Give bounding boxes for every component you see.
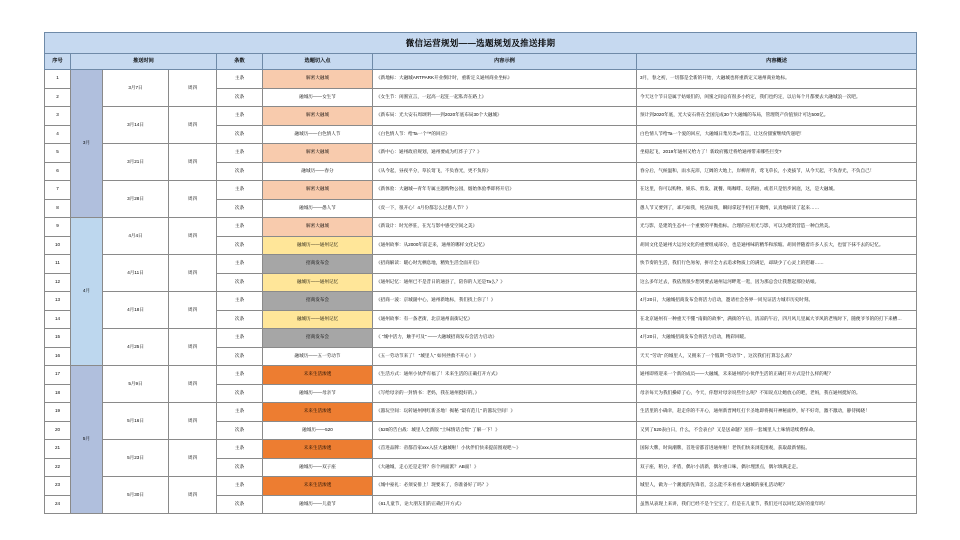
cell-topic-angle: 融城历——通州记忆 xyxy=(263,273,373,292)
cell-topic-angle: 招商发布会 xyxy=(263,255,373,274)
cell-index: 5 xyxy=(45,144,71,163)
cell-article-slot: 次条 xyxy=(217,162,263,181)
cell-topic-angle: 融城历——通州记忆 xyxy=(263,310,373,329)
cell-content-summary: 在北京通州有一种重天不懂 "南街的故事"，满街的午后，清凉的午后，四月风儿里属大爷风的老残时下，随便爷爷的的打下来槽… xyxy=(637,310,917,329)
cell-weekday: 周四 xyxy=(169,292,217,329)
cell-content-example: 《生活方式：通州小伙伴有福了！未来生活的正确打开方式》 xyxy=(373,366,637,385)
cell-index: 17 xyxy=(45,366,71,385)
cell-content-summary: 国际大牌，时尚潮牌，首进帝都首进通州啦！老铁们快来浏览围观，获取最新情报。 xyxy=(637,440,917,459)
table-row xyxy=(45,255,917,274)
table-row xyxy=(45,144,917,163)
cell-content-summary: 今天这个节日是属于姑娘们的，闺蜜之间总有很多小约定，我们也约定，以后每个月都要去大融城浪一次吧。 xyxy=(637,88,917,107)
cell-article-slot: 次条 xyxy=(217,384,263,403)
cell-article-slot: 次条 xyxy=(217,347,263,366)
cell-push-date: 4月18日 xyxy=(103,292,169,329)
table-row xyxy=(45,477,917,496)
table-row xyxy=(45,181,917,200)
table-row xyxy=(45,70,917,89)
cell-content-summary: 通州即将迎来一个新的成员——大融城，未来通州的小伙伴生活的正确打开方式是什么样的呢？ xyxy=(637,366,917,385)
cell-content-example: 《新布局：光大安石周颂明——到2020年底布局30个大融城》 xyxy=(373,107,637,126)
cell-content-example: 《61儿童节，论大朋友们的正确打开方式》 xyxy=(373,495,637,514)
cell-topic-angle: 招商发布会 xyxy=(263,329,373,348)
cell-push-date: 4月25日 xyxy=(103,329,169,366)
cell-index: 15 xyxy=(45,329,71,348)
cell-article-slot: 次条 xyxy=(217,273,263,292)
cell-topic-angle: 融城历——520 xyxy=(263,421,373,440)
cell-index: 7 xyxy=(45,181,71,200)
cell-topic-angle: 解密大融城 xyxy=(263,107,373,126)
cell-content-summary: 这么多年过去，我依然很少想到要去通州运河畔逛一逛，因为那总会让我想起那位姑娘。 xyxy=(637,273,917,292)
cell-weekday: 周四 xyxy=(169,144,217,181)
column-header-angle: 选题切入点 xyxy=(263,54,373,70)
cell-article-slot: 次条 xyxy=(217,421,263,440)
cell-content-example: 《新体验：大融城—青年专属主题购物公园，烟始体验季即将开启》 xyxy=(373,181,637,200)
cell-article-slot: 主条 xyxy=(217,329,263,348)
cell-content-example: 《通州故事：从2000年前走来，通州的哪样文化记忆》 xyxy=(373,236,637,255)
cell-index: 10 xyxy=(45,236,71,255)
cell-index: 6 xyxy=(45,162,71,181)
cell-article-slot: 次条 xyxy=(217,88,263,107)
cell-topic-angle: 融城历——愚人节 xyxy=(263,199,373,218)
column-header-index: 序号 xyxy=(45,54,71,70)
cell-content-example: 《招商一波：京城副中心，通州新地标，我们找上你了！》 xyxy=(373,292,637,311)
cell-content-summary: 天天 "劳动" 的城里人，又拥来了一个假期 "劳动节" ，这次我们打算怎么战？ xyxy=(637,347,917,366)
cell-topic-angle: 融城历——女生节 xyxy=(263,88,373,107)
cell-month: 5月 xyxy=(71,366,103,514)
cell-topic-angle: 融城历——白色情人节 xyxy=(263,125,373,144)
cell-topic-angle: 未来生活渗透 xyxy=(263,366,373,385)
cell-article-slot: 次条 xyxy=(217,310,263,329)
cell-content-example: 《大融城，走心还是走肾？你个两面派？AB面！》 xyxy=(373,458,637,477)
cell-month: 4月 xyxy=(71,218,103,366)
cell-article-slot: 主条 xyxy=(217,107,263,126)
cell-article-slot: 主条 xyxy=(217,181,263,200)
cell-content-example: 《白色情人节：给Ta一个™的回应》 xyxy=(373,125,637,144)
cell-push-date: 5月30日 xyxy=(103,477,169,514)
cell-content-summary: 4月20日，大融城招商发布会将活力启动，邀请社会各界一同见证活力城市历史时刻。 xyxy=(637,292,917,311)
table-row xyxy=(45,329,917,348)
cell-index: 24 xyxy=(45,495,71,514)
cell-weekday: 周四 xyxy=(169,70,217,107)
table-row xyxy=(45,366,917,385)
cell-index: 16 xyxy=(45,347,71,366)
cell-weekday: 周四 xyxy=(169,366,217,403)
table-row xyxy=(45,107,917,126)
cell-month: 3月 xyxy=(71,70,103,218)
table-row xyxy=(45,218,917,237)
cell-content-example: 《通州记忆：通州已不是昔日的通县了，陪你的人还是Ta么？》 xyxy=(373,273,637,292)
cell-weekday: 周四 xyxy=(169,255,217,292)
cell-content-example: 《 "城中活力，触手可及" ——大融城招商发布会活力启动》 xyxy=(373,329,637,348)
cell-index: 18 xyxy=(45,384,71,403)
cell-article-slot: 次条 xyxy=(217,495,263,514)
cell-index: 3 xyxy=(45,107,71,126)
column-header-example: 内容示例 xyxy=(373,54,637,70)
cell-weekday: 周四 xyxy=(169,329,217,366)
column-header-summary: 内容概述 xyxy=(637,54,917,70)
cell-content-summary: 快节奏的生活，我们行色匆匆，拼尽全力去追求物质上的满足，却缺少了心灵上的慰藉…… xyxy=(637,255,917,274)
cell-index: 11 xyxy=(45,255,71,274)
cell-content-summary: 坐稳起飞，2019年通州又给力了！新政府搬迁将给通州带来哪些巨变? xyxy=(637,144,917,163)
cell-index: 4 xyxy=(45,125,71,144)
cell-content-example: 《皮一下，很开心！4月份都怎么过愚人节？》 xyxy=(373,199,637,218)
cell-content-example: 《写给母亲的一封情书：老妈，我在通州挺好的。》 xyxy=(373,384,637,403)
cell-article-slot: 次条 xyxy=(217,458,263,477)
cell-article-slot: 次条 xyxy=(217,199,263,218)
cell-content-summary: 4月20日，大融城招商发布会将活力启动，精彩回暖。 xyxy=(637,329,917,348)
cell-content-example: 《嚣玩空间：玩转通州网红新圣地！揭秘 "最有范儿" 的嚣玩空间！》 xyxy=(373,403,637,422)
cell-topic-angle: 融城历——通州记忆 xyxy=(263,236,373,255)
cell-content-example: 《从今起，昼夜平分，草长莺飞，不负春光，更不负你》 xyxy=(373,162,637,181)
cell-topic-angle: 融城历——春分 xyxy=(263,162,373,181)
cell-index: 21 xyxy=(45,440,71,459)
cell-push-date: 3月21日 xyxy=(103,144,169,181)
cell-content-summary: 双子座，稍分，矛盾，偶尔小清新，偶尔重口味，偶尔埋黑点，偶尔填满走走。 xyxy=(637,458,917,477)
cell-content-example: 《城中豪礼：必须安排上！现要来了，你准备好了吗？》 xyxy=(373,477,637,496)
cell-content-summary: 3月，春之初，一切都是全新的开始，大融城也将重新定义通州商业地标。 xyxy=(637,70,917,89)
cell-push-date: 5月16日 xyxy=(103,403,169,440)
cell-article-slot: 主条 xyxy=(217,477,263,496)
cell-weekday: 周四 xyxy=(169,477,217,514)
cell-index: 8 xyxy=(45,199,71,218)
cell-content-example: 《520的告白战：城里人全新版 "土味情话合集" 了解一下！》 xyxy=(373,421,637,440)
cell-article-slot: 次条 xyxy=(217,125,263,144)
column-header-push-time: 推送时间 xyxy=(71,54,217,70)
cell-weekday: 周四 xyxy=(169,403,217,440)
cell-content-example: 《五一劳动节来了！ "城里人" 如何拯救不开心！》 xyxy=(373,347,637,366)
cell-topic-angle: 未来生活渗透 xyxy=(263,440,373,459)
cell-push-date: 3月14日 xyxy=(103,107,169,144)
cell-article-slot: 主条 xyxy=(217,70,263,89)
cell-article-slot: 主条 xyxy=(217,144,263,163)
cell-content-summary: 又到了520表白日，什么，不会表白？又是送命题？送你一套城里人土味情话续费保命。 xyxy=(637,421,917,440)
cell-topic-angle: 招商发布会 xyxy=(263,292,373,311)
table-row xyxy=(45,292,917,311)
cell-push-date: 4月4日 xyxy=(103,218,169,255)
cell-index: 13 xyxy=(45,292,71,311)
cell-content-summary: 光与影，是建筑生态中一个重要的平衡指标。合理的应用光与影，可以为建筑营造一种自然美。 xyxy=(637,218,917,237)
cell-content-summary: 白色情人节给Ta一个爱的回应，大融城日集另类∞誓言，让这份甜蜜继续传递吧！ xyxy=(637,125,917,144)
cell-article-slot: 次条 xyxy=(217,236,263,255)
table-header-row xyxy=(45,54,917,70)
cell-topic-angle: 融城历——儿童节 xyxy=(263,495,373,514)
cell-topic-angle: 未来生活渗透 xyxy=(263,403,373,422)
cell-article-slot: 主条 xyxy=(217,403,263,422)
cell-content-example: 《首进品牌：帝都首家xxx入驻大融城啦！小伙伴们快来提前围观吧～》 xyxy=(373,440,637,459)
table-title-row xyxy=(45,33,917,54)
cell-content-summary: 母亲每天为我们操碎了心，今天，你想对母亲说些什么呢？不知说点让她放心的吧，老妈，我在通州挺好的。 xyxy=(637,384,917,403)
cell-article-slot: 主条 xyxy=(217,292,263,311)
cell-index: 14 xyxy=(45,310,71,329)
wechat-operation-plan-table xyxy=(44,32,917,514)
spreadsheet-area xyxy=(44,32,916,514)
cell-topic-angle: 融城历——五一劳动节 xyxy=(263,347,373,366)
cell-index: 23 xyxy=(45,477,71,496)
table-row xyxy=(45,403,917,422)
cell-article-slot: 主条 xyxy=(217,255,263,274)
cell-index: 19 xyxy=(45,403,71,422)
cell-topic-angle: 解密大融城 xyxy=(263,144,373,163)
cell-topic-angle: 融城历——母亲节 xyxy=(263,384,373,403)
cell-weekday: 周四 xyxy=(169,181,217,218)
cell-topic-angle: 解密大融城 xyxy=(263,218,373,237)
cell-topic-angle: 未来生活渗透 xyxy=(263,477,373,496)
cell-content-summary: 虽然从表现上来讲，我们已经不是个宝宝了，但是在儿童节，我们还可以回忆美好的童年吗！ xyxy=(637,495,917,514)
cell-content-example: 《新中心：通州政府规划，通州要成为红炸子了？》 xyxy=(373,144,637,163)
cell-index: 2 xyxy=(45,88,71,107)
cell-content-summary: 胡同文化是通州大运河文化的重要组成部分，也是通州味的精华和浓缩。胡同伴随着许多人长大，也留下抹不去的记忆。 xyxy=(637,236,917,255)
cell-topic-angle: 解密大融城 xyxy=(263,70,373,89)
table-row xyxy=(45,440,917,459)
cell-topic-angle: 解密大融城 xyxy=(263,181,373,200)
cell-content-summary: 在这里，你可以购物、娱乐、剪发、就餐、喝咖啡、玩抓拍，或者只是悟步闲庭，这，是大融城。 xyxy=(637,181,917,200)
cell-weekday: 周四 xyxy=(169,440,217,477)
cell-content-summary: 生活里的小确幸，赶走你的不开心，通州新晋网红打卡圣地即将揭开神秘面纱，好不好奇，激不激动，静待揭晓！ xyxy=(637,403,917,422)
cell-article-slot: 主条 xyxy=(217,218,263,237)
page-title: 微信运营规划——选题规划及推送排期 xyxy=(45,33,917,54)
cell-push-date: 4月11日 xyxy=(103,255,169,292)
cell-index: 20 xyxy=(45,421,71,440)
cell-index: 9 xyxy=(45,218,71,237)
cell-content-example: 《通州故事：有一条老街，北京通州南街记忆》 xyxy=(373,310,637,329)
cell-content-example: 《新设计：时光停驻，在光与影中感受空间之美》 xyxy=(373,218,637,237)
cell-index: 1 xyxy=(45,70,71,89)
cell-article-slot: 主条 xyxy=(217,366,263,385)
cell-content-example: 《女生节：闺蜜宣言，一起高一起狂一起私奔在路上》 xyxy=(373,88,637,107)
cell-topic-angle: 融城历——双子座 xyxy=(263,458,373,477)
cell-content-example: 《新地标：大融城ARTPARK开业倒计时，重新定义通州商业坐标》 xyxy=(373,70,637,89)
cell-index: 22 xyxy=(45,458,71,477)
cell-index: 12 xyxy=(45,273,71,292)
cell-content-summary: 春分后，气候温和，雨水充沛，辽阔的大地上，岸柳青青，莺飞草长，小麦拔节，从今天起，不负春光，不负自己！ xyxy=(637,162,917,181)
column-header-count: 条数 xyxy=(217,54,263,70)
cell-content-example: 《招商解读：暖心时光栖息地，精致生活全面开启》 xyxy=(373,255,637,274)
cell-push-date: 5月9日 xyxy=(103,366,169,403)
cell-push-date: 3月28日 xyxy=(103,181,169,218)
cell-article-slot: 主条 xyxy=(217,440,263,459)
cell-push-date: 5月23日 xyxy=(103,440,169,477)
cell-push-date: 3月7日 xyxy=(103,70,169,107)
cell-weekday: 周四 xyxy=(169,107,217,144)
cell-content-summary: 城里人，做为一个潮流的先锋者，怎么能不来看看大融城的豪礼活动呢？ xyxy=(637,477,917,496)
cell-content-summary: 愚人节又要到了，乖巧如我，纯洁如我，瞬间拿起手机打开微博，认真地研读了起来…… xyxy=(637,199,917,218)
cell-content-summary: 预计到2020年底，光大安石将在全国完成30个大融城的布局，管理资产价值预计可达500亿。 xyxy=(637,107,917,126)
cell-weekday: 周四 xyxy=(169,218,217,255)
